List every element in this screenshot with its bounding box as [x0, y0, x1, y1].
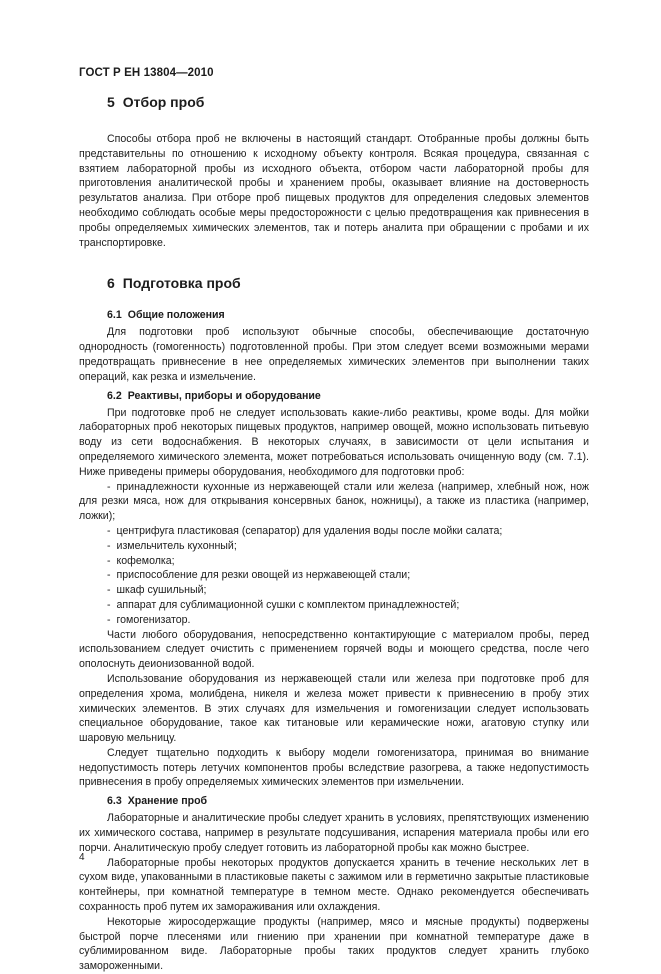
paragraph: Способы отбора проб не включены в настоящий стандарт. Отобранные пробы должны быть представительны по отношению к исходному объекту контроля. Всякая процедура, связанная с взятием лабораторной пробы из исходного объекта, отбором части лабораторной пробы для приготовления аналитической пробы и хранением пробы, оказывает влияние на достоверность результатов анализа. При отборе проб пищевых продуктов для определения следовых элементов необходимо соблюдать особые меры предосторожности с целью предотвращения как привнесения в пробы определяемых химических элементов, так и потерь аналита при обращении с пробами и их транспортировке. — [79, 133, 589, 249]
section-number: 6 — [107, 275, 115, 292]
subsection-title: Реактивы, приборы и оборудование — [127, 389, 321, 402]
list-item-text: шкаф сушильный; — [116, 584, 207, 597]
document-header: ГОСТ Р ЕН 13804—2010 — [79, 67, 214, 79]
paragraph: Некоторые жиросодержащие продукты (например, мясо и мясные продукты) подвержены быстрой порче плесенями или гниению при хранении при комнатной температуре даже в сублимированном виде. Лабораторные пробы таких продуктов следует хранить глубоко замороженными. — [79, 915, 589, 973]
paragraph: Следует тщательно подходить к выбору модели гомогенизатора, принимая во внимание недопустимость потерь летучих компонентов пробы вследствие разогрева, а также недопустимость привнесения в пробу определяемых химических элементов при измельчении. — [79, 746, 589, 789]
paragraph: Использование оборудования из нержавеющей стали или железа при подготовке проб для определения хрома, молибдена, никеля и железа может привести к привнесению в пробу этих химических элементов. В этих случаях для измельчения и гомогенизации следует использовать специальное оборудование, такое как титановые или керамические ножи, агатовую ступку или шаровую мельницу. — [79, 672, 589, 745]
list-item: - принадлежности кухонные из нержавеющей стали или железа (например, хлебный нож, нож для резки мяса, нож для открывания консервных банок, ножницы), а также из пластика (например, ложки); — [79, 480, 589, 523]
subsection-title: Общие положения — [127, 309, 225, 322]
list-item: - центрифуга пластиковая (сепаратор) для удаления воды после мойки салата; — [107, 524, 503, 537]
section-6-heading — [79, 275, 589, 291]
list-item-text: гомогенизатор. — [116, 613, 191, 626]
list-item-text: кофемолка; — [116, 554, 175, 567]
paragraph: Для подготовки проб используют обычные способы, обеспечивающие достаточную однородность (гомогенность) подготовленной пробы. При этом следует всеми возможными мерами предотвращать привнесение в нее определяемых химических элементов при выполнении таких операций, как резка и измельчение. — [79, 326, 589, 383]
paragraph: Лабораторные и аналитические пробы следует хранить в условиях, препятствующих изменению их химического состава, например в результате подсушивания, испарения материала пробы или его порчи. Аналитическую пробу следует готовить из лабораторной пробы как можно быстрее. — [79, 812, 589, 854]
paragraph: При подготовке проб не следует использовать какие-либо реактивы, кроме воды. Для мойки лабораторных проб некоторых пищевых продуктов, например овощей, можно использовать питьевую воду из сети водоснабжения. В некоторых случаях, в зависимости от цели испытания и определяемого химического элемента, может потребоваться использовать очищенную воду (см. 7.1). Ниже приведены примеры оборудования, необходимого для подготовки проб: — [79, 406, 589, 478]
page-content — [79, 90, 589, 974]
subsection-6-1-heading — [79, 308, 589, 323]
list-item-text: измельчитель кухонный; — [116, 539, 237, 552]
section-number: 5 — [107, 94, 115, 110]
list-item: - шкаф сушильный; — [107, 584, 207, 597]
list-item-text: центрифуга пластиковая (сепаратор) для удаления воды после мойки салата; — [116, 524, 503, 537]
list-item-text: принадлежности кухонные из нержавеющей стали или железа (например, хлебный нож, нож для резки мяса, нож для открывания консервных банок, ножницы), а также из пластика (например, ложки); — [79, 480, 589, 523]
page-number: 4 — [79, 852, 85, 863]
list-item: - измельчитель кухонный; — [107, 539, 237, 552]
section-title: Подготовка проб — [122, 275, 241, 292]
subsection-number: 6.2 — [107, 389, 122, 402]
paragraph: Лабораторные пробы некоторых продуктов допускается хранить в течение нескольких лет в сухом виде, упакованными в пластиковые пакеты с зажимом или в герметично закрытые пластиковые контейнеры, при комнатной температуре в темном месте. Однако рекомендуется обеспечивать сохранность проб путем их замораживания или охлаждения. — [79, 856, 589, 914]
section-title: Отбор проб — [122, 94, 205, 110]
subsection-number: 6.1 — [107, 309, 122, 322]
list-item: - аппарат для сублимационной сушки с комплектом принадлежностей; — [107, 598, 460, 611]
list-item: - гомогенизатор. — [107, 613, 191, 626]
list-item-text: аппарат для сублимационной сушки с комплектом принадлежностей; — [116, 598, 460, 611]
subsection-6-2-heading — [79, 389, 589, 404]
section-5-heading — [79, 94, 589, 110]
paragraph: Части любого оборудования, непосредственно контактирующие с материалом пробы, перед использованием следует очистить с применением горячей воды и моющего средства, после чего ополоснуть деионизованной водой. — [79, 628, 589, 671]
list-item: - кофемолка; — [107, 554, 175, 567]
subsection-title: Хранение проб — [127, 795, 208, 808]
subsection-number: 6.3 — [107, 795, 122, 808]
subsection-6-3-heading — [79, 794, 589, 809]
list-item: - приспособление для резки овощей из нержавеющей стали; — [107, 569, 411, 582]
list-item-text: приспособление для резки овощей из нержавеющей стали; — [116, 569, 411, 582]
